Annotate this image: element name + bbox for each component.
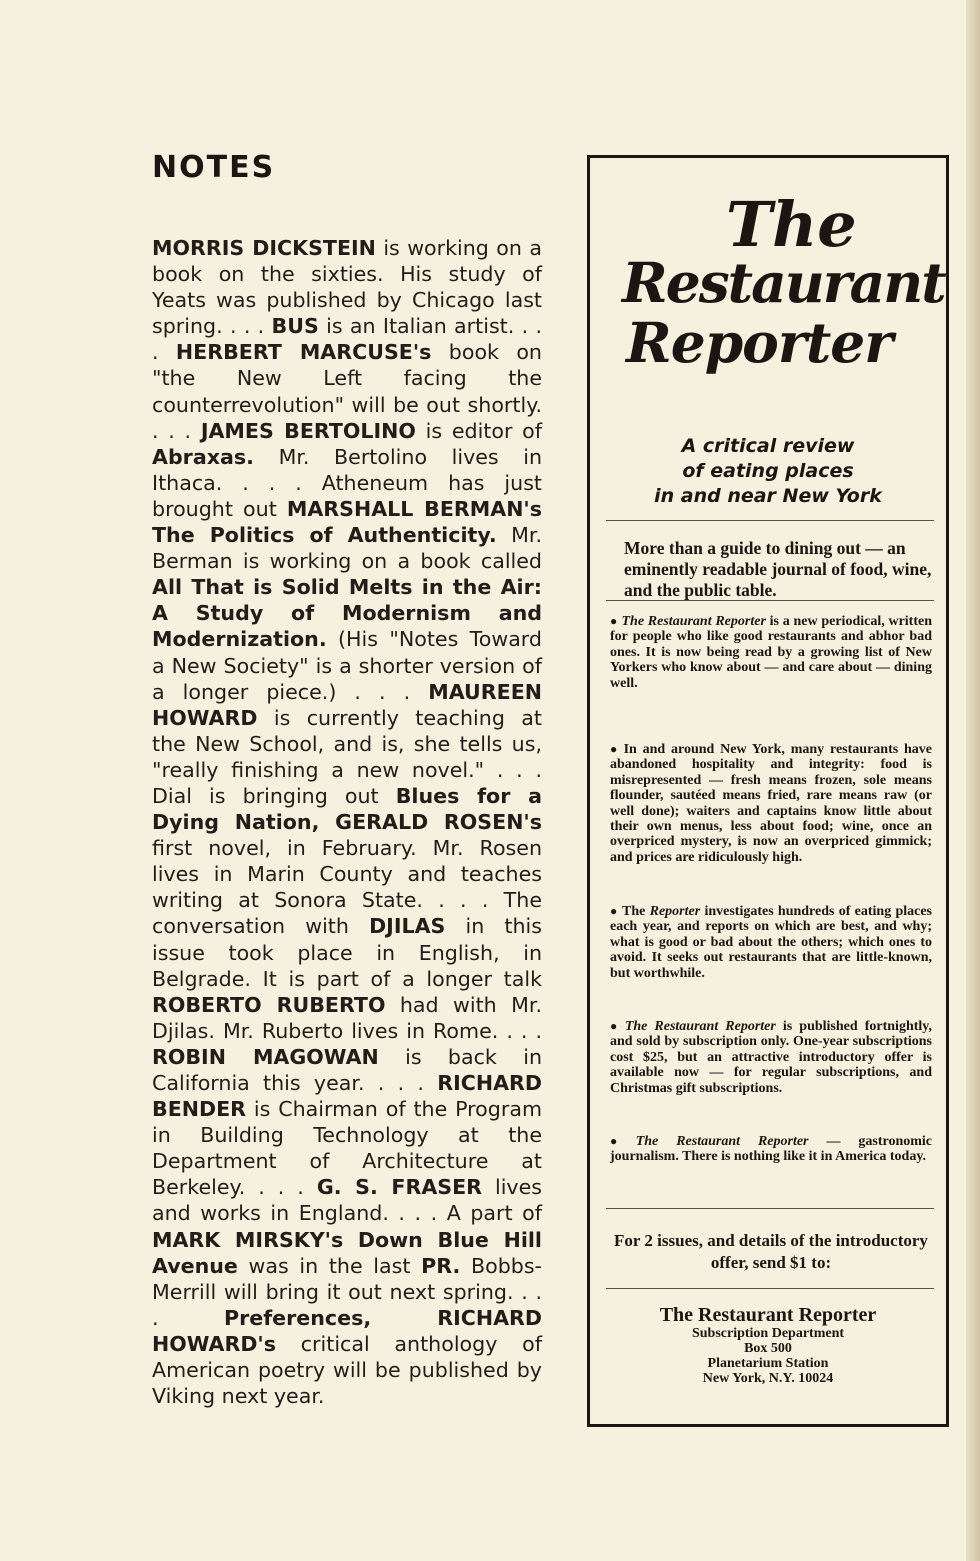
ad-tagline [590,434,946,509]
notes-text: had with Mr. Djilas. Mr. Ruberto lives in Rome. . . . [152,992,542,1043]
logo-line-restaurant: Restaurant [622,250,945,315]
notes-text: is editor of [415,418,543,443]
notes-heading: NOTES [152,150,276,185]
notes-bold-name: HERBERT MARCUSE's [175,340,432,365]
paragraph-text: — gastronomic journalism. There is nothing like it in America today. [610,1134,933,1165]
notes-column [152,150,542,1409]
paragraph-pre: The [622,904,650,919]
paragraph-text: investigates hundreds of eating places each year, and reports on which are best, and why; what is good or bad about the others; which ones to avoid. It seeks out restaurants that are little-known, but worthwhile. [610,904,933,981]
notes-bold-name: JAMES BERTOLINO [200,418,416,443]
notes-bold-name: Abraxas. [152,444,254,469]
notes-bold-name: G. S. FRASER [316,1175,483,1200]
notes-text: book on "the New Left facing the counterrevolution" will be out shortly. . . . [152,340,542,443]
notes-bold-name: MORRIS DICKSTEIN [152,236,376,260]
paragraph-lead: The Restaurant Reporter [635,1134,809,1149]
paragraph-lead: The Restaurant Reporter [621,614,766,629]
ad-paragraph [610,904,932,981]
notes-bold-name: ROBERTO RUBERTO [152,992,386,1017]
divider [606,1208,934,1209]
address-line: Planetarium Station [707,1356,829,1371]
address-line: Box 500 [744,1341,792,1356]
address-line: Subscription Department [691,1326,845,1341]
notes-body [152,235,542,1409]
divider [606,1288,934,1289]
notes-bold-name: MAUREEN HOWARD [152,679,542,730]
paragraph-text: is published fortnightly, and sold by subscription only. One-year subscriptions cost $25, but an attractive introductory offer is available now — for regular subscriptions, and Christmas gift subscriptions. [610,1019,933,1096]
notes-text: is Chairman of the Program in Building Technology at the Department of Architecture at Berkeley. . . . [152,1097,542,1200]
notes-text: Mr. Bertolino lives in Ithaca. . . . Atheneum has just brought out [152,444,542,521]
notes-bold-name: Blues for a Dying Nation, GERALD ROSEN's [152,783,542,835]
logo-line-the: The [726,188,857,261]
notes-bold-name: MARSHALL BERMAN's The Politics of Authenticity. [152,496,542,548]
notes-bold-name: ROBIN MAGOWAN [152,1044,379,1069]
bullet-icon: ● [610,904,619,918]
divider [606,520,934,521]
paragraph-lead: The Restaurant Reporter [624,1019,776,1034]
divider [606,600,934,601]
ad-paragraph [610,742,932,865]
page-edge-shadow [966,0,980,1561]
notes-text: Mr. Berman is working on a book called [152,523,542,574]
notes-bold-name: MARK MIRSKY's Down Blue Hill Avenue [152,1227,542,1278]
notes-text: critical anthology of American poetry will be published by Viking next year. [152,1331,542,1409]
bullet-icon: ● [610,1134,632,1148]
notes-bold-name: RICHARD BENDER [152,1071,542,1122]
ad-logo [590,188,946,383]
notes-text: is currently teaching at the New School, and is, she tells us, "really finishing a new novel." . . . Dial is bringing out [152,705,542,808]
tagline-line: A critical review [681,435,855,457]
ad-paragraph [610,614,932,691]
notes-text: Bobbs-Merrill will bring it out next spring. . . . [152,1253,542,1330]
ad-paragraph [610,1134,932,1165]
notes-text: in this issue took place in English, in Belgrade. It is part of a longer talk [152,914,542,991]
bullet-icon: ● [610,1019,621,1033]
address-name: The Restaurant Reporter [659,1304,877,1326]
paragraph-text: is a new periodical, written for people who like good restaurants and abhor bad ones. It is now being read by a growing list of New Yorkers who know about — and care about — dining well. [610,614,933,691]
notes-text: is back in California this year. . . . [152,1044,542,1095]
ad-paragraph [610,1019,932,1096]
address-line: New York, N.Y. 10024 [702,1371,834,1386]
paragraph-text: In and around New York, many restaurants have abandoned hospitality and integrity: food is misrepresented — fresh means frozen, sole means flounder, sautéed means fried, rare means raw (or well done); waiters and captains know little about their own menus, less about food; wine, once an overpriced mystery, is now an overpriced gimmick; and prices are ridiculously high. [610,742,932,865]
notes-text: is working on a book on the sixties. His study of Yeats was published by Chicago last spring. . . . [152,236,542,339]
notes-text: lives and works in England. . . . A part of [152,1175,543,1226]
notes-bold-name: All That is Solid Melts in the Air: A Study of Modernism and Modernization. [152,575,542,652]
notes-bold-name: DJILAS [369,914,446,939]
notes-bold-name: Preferences, RICHARD HOWARD's [152,1305,542,1356]
ad-call-to-action: For 2 issues, and details of the introductory offer, send $1 to: [614,1231,928,1272]
mailing-address [590,1304,946,1386]
notes-text: was in the last [237,1253,422,1278]
bullet-icon: ● [610,742,620,756]
tagline-line: of eating places [682,460,854,482]
notes-text: (His "Notes Toward a New Society" is a shorter version of a longer piece.) . . . [152,627,542,704]
notes-text: is an Italian artist. . . . [152,314,543,365]
logo-line-reporter: Reporter [626,310,893,375]
paragraph-lead: Reporter [649,904,701,919]
notes-bold-name: BUS [271,314,319,339]
notes-bold-name: PR. [421,1253,461,1278]
restaurant-reporter-ad [587,155,949,1427]
bullet-icon: ● [610,614,618,628]
ad-intro: More than a guide to dining out — an eminently readable journal of food, wine, and the public table. [624,538,932,600]
tagline-line: in and near New York [654,485,882,507]
notes-text: first novel, in February. Mr. Rosen lives in Marin County and teaches writing at Sonora State. . . . The conversation with [152,836,542,939]
